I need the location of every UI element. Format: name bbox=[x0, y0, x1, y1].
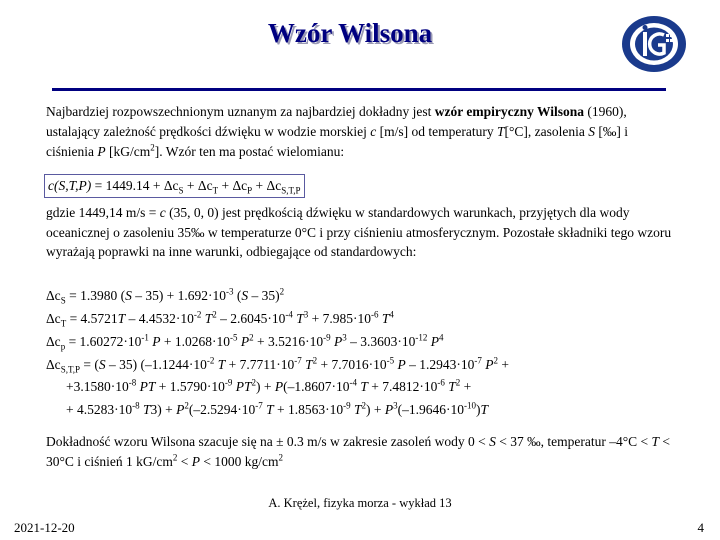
equation-delta-cs: $\Delta c_S = 1.3980$ $(S - 35) + 1.692\cdot 10^{-3}$ (S – 35)$^2$ bbox=[46, 286, 285, 306]
slide-title: Wzór Wilsona bbox=[267, 18, 433, 48]
footer-author-lecture: A. Krężel, fizyka morza - wykład 13 bbox=[268, 496, 452, 510]
accuracy-paragraph: Dokładność wzoru Wilsona szacuje się na ± 0.3 m/s w zakresie zasoleń wody 0 < S < 37 ‰, temperatur –4°C < T < 30°C i ciśnień 1 $kG/cm^2 < P < 1000$ $kg/cm^2$ bbox=[46, 434, 670, 469]
title-underline bbox=[52, 88, 666, 91]
equation-delta-cstp-line2: $+3.1580\cdot 10^{-8}$ PT + $1.5790\cdot 10^{-9}$ $PT^2) + P(-1.8607\cdot 10^{-4}$ $T + 7.4812\cdot 10^{-6}$ $T^2$ + bbox=[66, 377, 472, 394]
equation-delta-cp: $\Delta c_p = 1.60272\cdot 10^{-1}$ $P + 1.0268\cdot 10^{-5}$ $P^2 + 3.5216\cdot 10^{-9}$ $P^3 - 3.3603\cdot 10^{-12}$ $P^4$ bbox=[46, 332, 444, 352]
main-formula-box: $c(S,T,P) = 1449.14 + \Delta c_S + \Delta c_T + \Delta c_P + \Delta c_{S,T,P}$ bbox=[44, 174, 305, 198]
intro-paragraph: Najbardziej rozpowszechnionym uznanym za najbardziej dokładny jest wzór empiryczny Wilsona (1960), ustalający zależność prędkości dźwięku w wodzie morskiej c [m/s] od temperatury T[°C], zasolenia S [‰] i ciśnienia P $[kG/cm^2]$. Wzór ten ma postać wielomianu: bbox=[46, 104, 628, 159]
equation-delta-ct: $\Delta c_T = 4.5721T - 4.4532\cdot 10^{-2}$ $T^2 - 2.6045\cdot 10^{-4}$ $T^3 + 7.985\cdot 10^{-6}$ $T^4$ bbox=[46, 309, 394, 329]
page-number: 4 bbox=[697, 520, 704, 535]
equation-delta-cstp-line1: $\Delta c_{S,T,P} = (S - 35)$ ($-1.1244\cdot 10^{-2}$ $T + 7.7711\cdot 10^{-7}$ $T^2 + 7.7016\cdot 10^{-5}$ $P - 1.2943\cdot 10^{-7}$ $P^2$ + bbox=[46, 355, 510, 375]
footer-date: 2021-12-20 bbox=[14, 520, 75, 535]
explanation-paragraph: gdzie 1449,14 m/s = c (35, 0, 0) jest prędkością dźwięku w standardowych warunkach, przyjętych dla wody oceanicznej o zasoleniu 35‰ w temperaturze 0°C i przy ciśnieniu atmosferycznym. Pozostałe składniki tego wzoru wyrażają poprawki na inne warunki, odbiegające od standardowych: bbox=[46, 205, 672, 259]
equation-delta-cstp-line3: + $4.5283\cdot 10^{-8}$ $T3) + P^2(-2.5294\cdot 10^{-7}$ $T + 1.8563\cdot 10^{-9}$ $T^2) + P^3(-1.9646\cdot 10^{-10})T$ bbox=[66, 400, 488, 417]
institute-logo bbox=[620, 14, 688, 74]
